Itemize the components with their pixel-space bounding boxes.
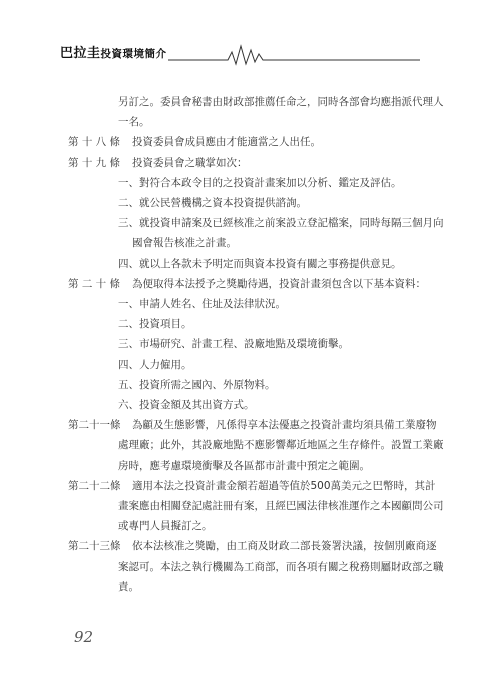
text-line xyxy=(68,496,444,516)
line-text: 投資委員會之職掌如次： xyxy=(132,156,248,169)
line-text: 四、人力僱用。 xyxy=(118,358,192,371)
text-line xyxy=(68,395,428,415)
line-text: 四、就以上各款未予明定而與資本投資有關之事務提供意見。 xyxy=(118,257,402,270)
page-number: 92 xyxy=(74,628,94,646)
line-text: 一、申請人姓名、住址及法律狀況。 xyxy=(118,298,286,311)
text-line xyxy=(68,213,444,233)
text-line xyxy=(68,112,428,132)
article-line xyxy=(68,476,436,496)
text-line xyxy=(68,294,428,314)
article-line xyxy=(68,132,428,152)
header-title-small: 投資環境簡介 xyxy=(100,48,167,60)
header-title-big: 巴拉圭 xyxy=(60,46,101,61)
article-label: 第二十一條 xyxy=(68,419,121,432)
line-text: 六、投資金額及其出資方式。 xyxy=(118,399,255,412)
line-text: 房時，應考慮環境衝擊及各區都市計畫中預定之範圍。 xyxy=(118,459,370,472)
text-line xyxy=(68,375,428,395)
text-line xyxy=(68,435,444,455)
article-line xyxy=(68,536,437,556)
line-text: 二、投資項目。 xyxy=(118,318,192,331)
article-line xyxy=(68,415,437,435)
line-text: 三、市場研究、計畫工程、設廠地點及環境衝擊。 xyxy=(118,338,349,351)
line-text: 案認可。本法之執行機關為工商部，而各項有關之稅務則屬財政部之職 xyxy=(118,560,444,573)
line-text: 一名。 xyxy=(118,116,150,129)
article-line xyxy=(68,274,428,294)
running-header xyxy=(60,42,420,66)
text-line xyxy=(68,577,428,597)
line-text: 為顧及生態影響，凡係得享本法優惠之投資計畫均須具備工業廢物 xyxy=(132,419,437,432)
line-text: 五、投資所需之國內、外原物料。 xyxy=(118,378,276,391)
text-line xyxy=(68,193,428,213)
line-text: 為便取得本法授予之獎勵待遇，投資計畫須包含以下基本資料： xyxy=(132,277,426,290)
article-label: 第二十二條 xyxy=(68,479,121,492)
line-text: 二、就公民營機構之資本投資提供諮詢。 xyxy=(118,197,307,210)
text-line xyxy=(68,173,428,193)
text-line xyxy=(68,254,428,274)
article-line xyxy=(68,153,428,173)
line-text: 投資委員會成員應由才能適當之人出任。 xyxy=(132,136,321,149)
header-title xyxy=(60,42,167,61)
text-line xyxy=(68,355,428,375)
article-label: 第 二 十 條 xyxy=(68,277,121,290)
line-text: 畫案應由相關登記處註冊有案，且經巴國法律核准運作之本國顧問公司 xyxy=(118,500,444,513)
line-text: 適用本法之投資計畫金額若超過等值於500萬美元之巴幣時，其計 xyxy=(132,479,436,492)
text-line xyxy=(68,233,428,253)
article-label: 第 十 八 條 xyxy=(68,136,121,149)
line-text: 處理廠；此外，其設廠地點不應影響鄰近地區之生存條件。設置工業廠 xyxy=(118,439,444,452)
document-body xyxy=(68,92,444,597)
text-line xyxy=(68,557,444,577)
text-line xyxy=(68,516,428,536)
line-text: 一、對符合本政令目的之投資計畫案加以分析、鑑定及評估。 xyxy=(118,176,402,189)
text-line xyxy=(68,456,428,476)
line-text: 依本法核准之獎勵，由工商及財政二部長簽署決議，按個別廠商逐 xyxy=(132,540,437,553)
article-label: 第二十三條 xyxy=(68,540,121,553)
line-text: 責。 xyxy=(118,580,139,593)
line-text: 國會報告核准之計畫。 xyxy=(132,237,237,250)
text-line xyxy=(68,334,428,354)
text-line xyxy=(68,92,444,112)
article-label: 第 十 九 條 xyxy=(68,156,121,169)
text-line xyxy=(68,314,428,334)
line-text: 另訂之。委員會秘書由財政部推薦任命之，同時各部會均應指派代理人 xyxy=(118,96,444,108)
line-text: 或專門人員擬訂之。 xyxy=(118,520,213,533)
line-text: 三、就投資申請案及已經核准之前案設立登記檔案，同時每隔三個月向 xyxy=(118,217,444,230)
